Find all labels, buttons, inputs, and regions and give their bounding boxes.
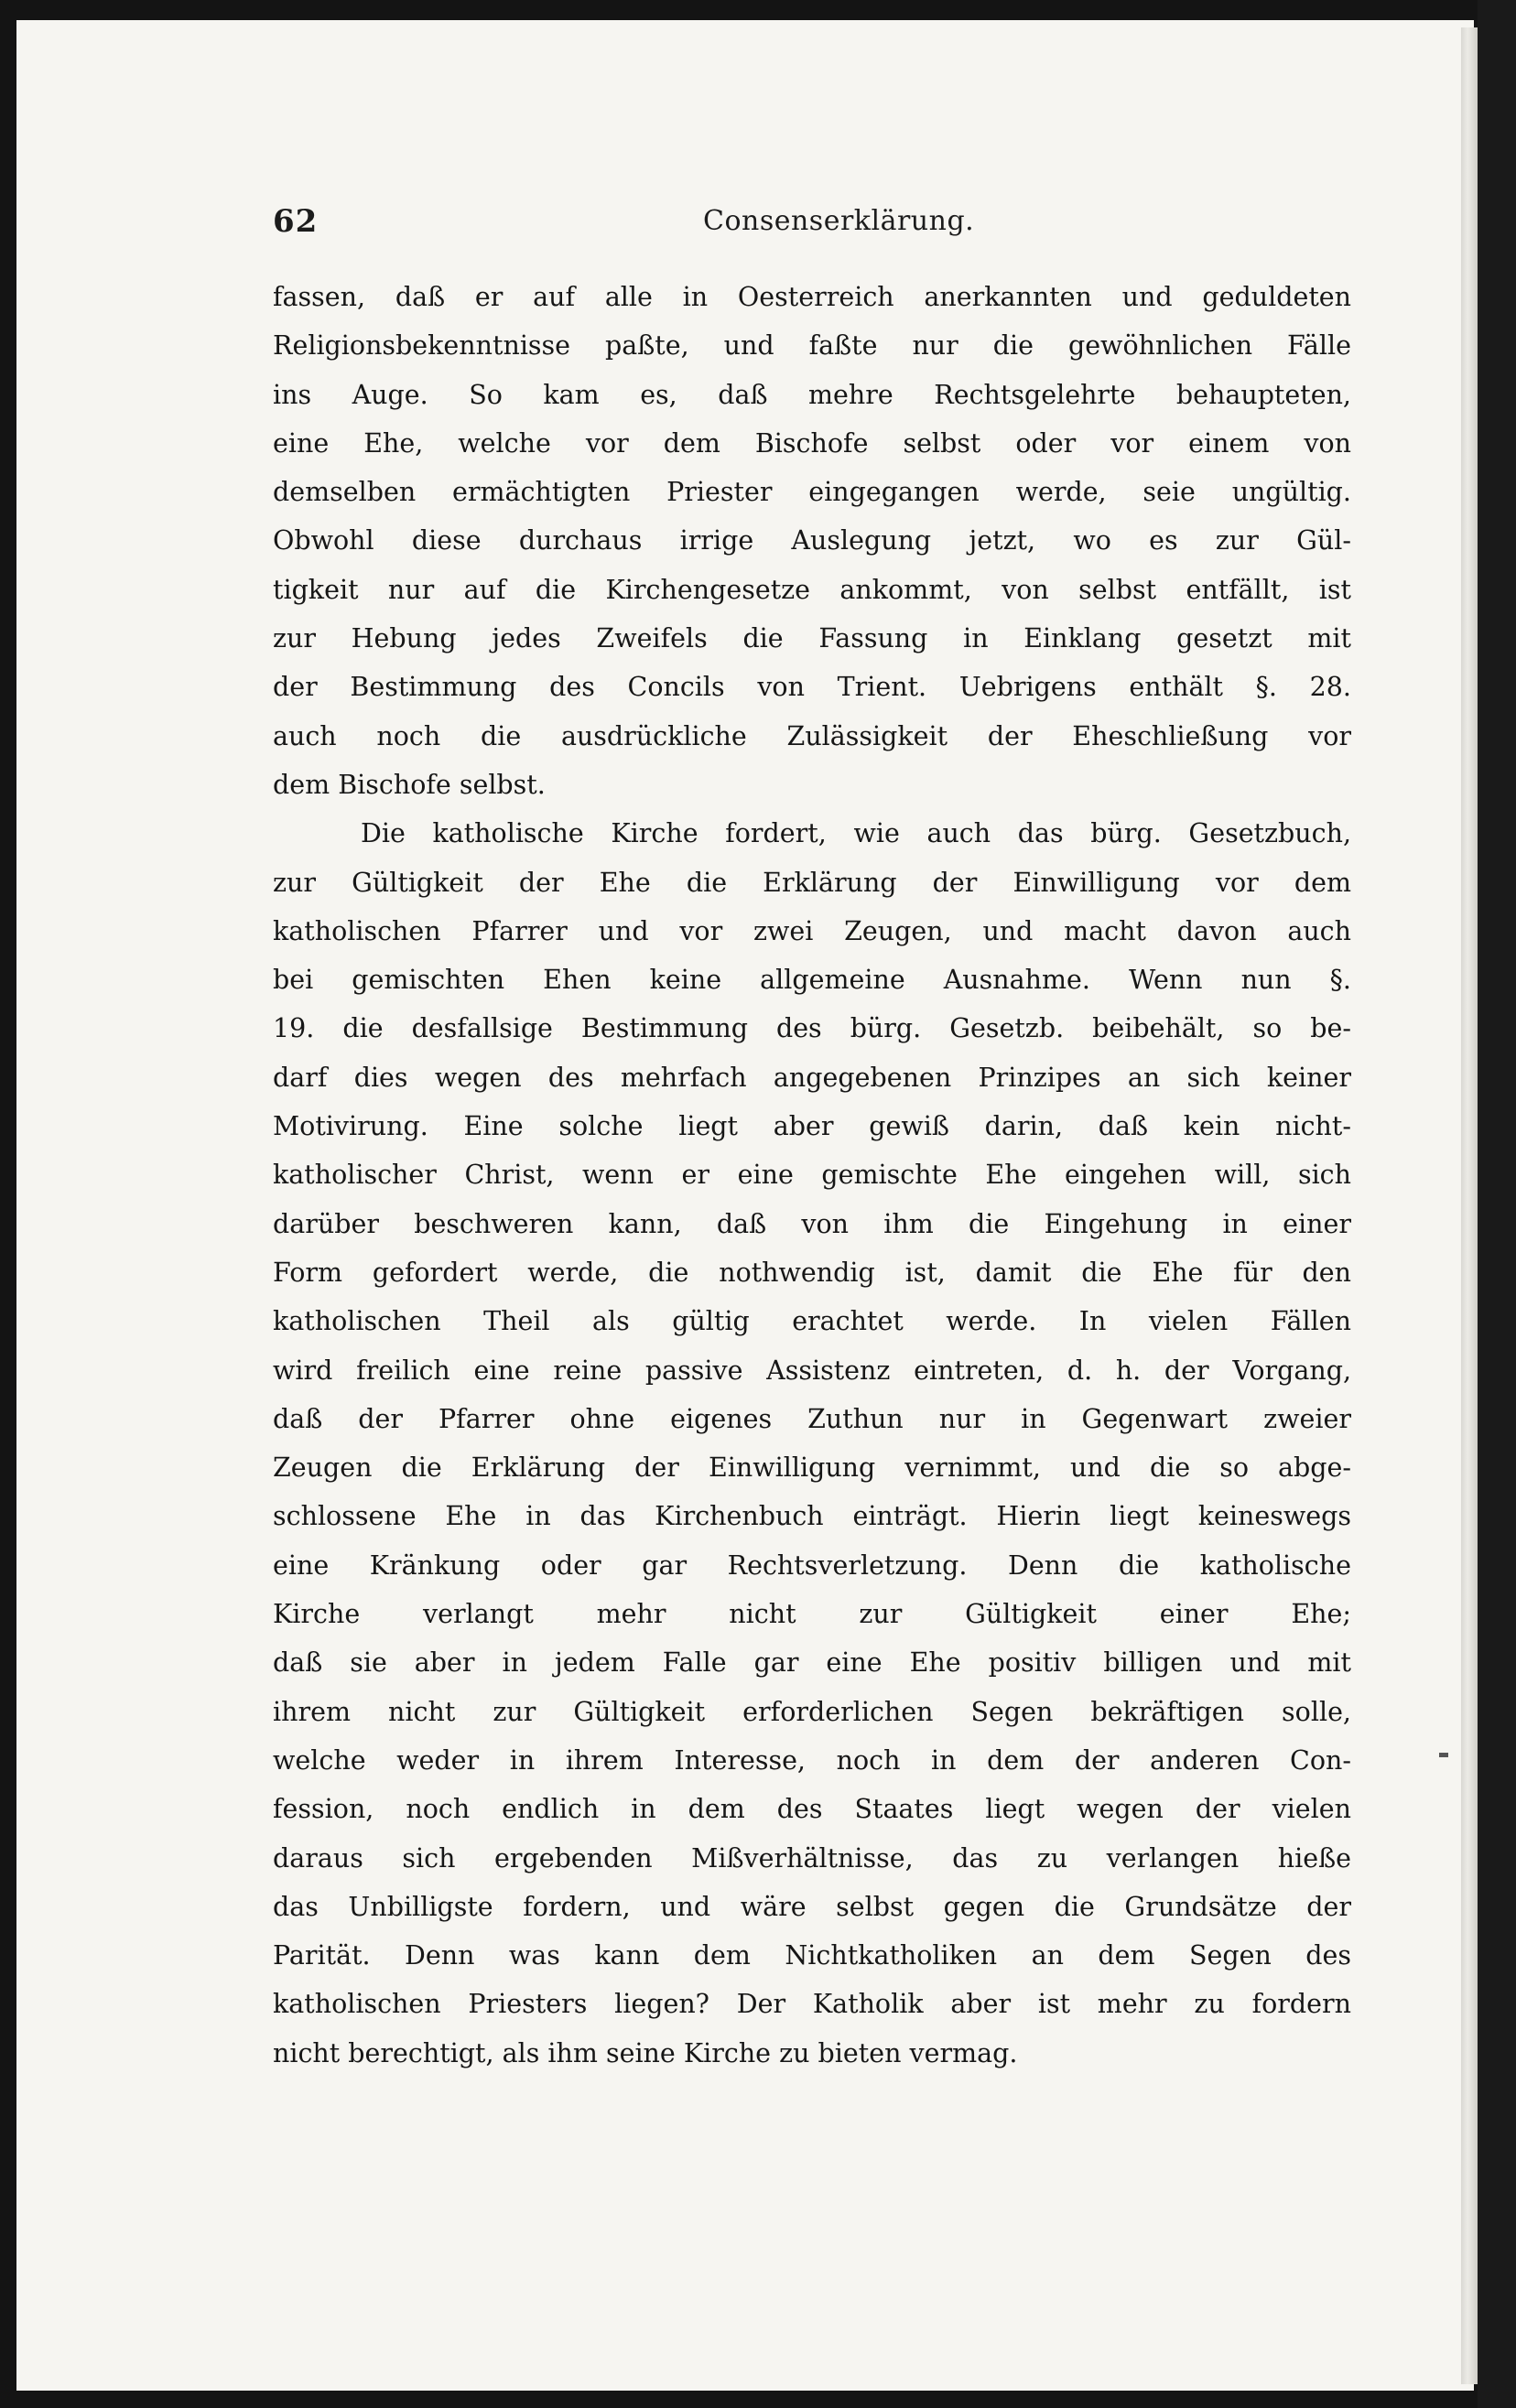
scan-border <box>1478 0 1516 2408</box>
text-line: daß sie aber in jedem Falle gar eine Ehe positiv billigen und mit <box>273 1647 1351 1679</box>
text-line: daß der Pfarrer ohne eigenes Zuthun nur in Gegenwart zweier <box>273 1403 1351 1434</box>
text-line: Form gefordert werde, die nothwendig ist, damit die Ehe für den <box>273 1257 1351 1288</box>
paragraph-start-line: Die katholische Kirche fordert, wie auch das bürg. Gesetzbuch, <box>361 818 1351 849</box>
text-line: eine Kränkung oder gar Rechtsverletzung. Denn die katholische <box>273 1550 1351 1581</box>
margin-mark <box>1439 1753 1448 1757</box>
text-line: auch noch die ausdrückliche Zulässigkeit der Eheschließung vor <box>273 720 1351 751</box>
text-line: Motivirung. Eine solche liegt aber gewiß darin, daß kein nicht- <box>273 1111 1351 1142</box>
text-line: katholischer Christ, wenn er eine gemischte Ehe eingehen will, sich <box>273 1160 1351 1191</box>
text-line: demselben ermächtigten Priester eingegangen werde, seie ungültig. <box>273 477 1351 508</box>
text-line: welche weder in ihrem Interesse, noch in dem der anderen Con- <box>273 1744 1351 1776</box>
text-line: ihrem nicht zur Gültigkeit erforderlichen Segen bekräftigen solle, <box>273 1696 1351 1727</box>
text-line: wird freilich eine reine passive Assistenz eintreten, d. h. der Vorgang, <box>273 1355 1351 1386</box>
text-line: darüber beschweren kann, daß von ihm die Eingehung in einer <box>273 1208 1351 1239</box>
text-line: Religionsbekenntnisse paßte, und faßte nur die gewöhnlichen Fälle <box>273 330 1351 362</box>
text-line: fassen, daß er auf alle in Oesterreich anerkannten und geduldeten <box>273 282 1351 312</box>
text-line: katholischen Theil als gültig erachtet werde. In vielen Fällen <box>273 1306 1351 1337</box>
text-line: katholischen Priesters liegen? Der Katholik aber ist mehr zu fordern <box>273 1989 1351 2020</box>
page-header <box>273 203 1351 249</box>
text-line: tigkeit nur auf die Kirchengesetze ankommt, von selbst entfällt, ist <box>273 574 1351 605</box>
paragraph-end-line: dem Bischofe selbst. <box>273 769 546 800</box>
page-edge <box>1461 27 1478 2384</box>
text-line: schlossene Ehe in das Kirchenbuch einträgt. Hierin liegt keineswegs <box>273 1501 1351 1532</box>
text-line: ins Auge. So kam es, daß mehre Rechtsgelehrte behaupteten, <box>273 379 1351 410</box>
text-line: Parität. Denn was kann dem Nichtkatholiken an dem Segen des <box>273 1940 1351 1971</box>
text-line: Zeugen die Erklärung der Einwilligung vernimmt, und die so abge- <box>273 1452 1351 1484</box>
text-line: Kirche verlangt mehr nicht zur Gültigkeit einer Ehe; <box>273 1599 1351 1630</box>
text-line: zur Gültigkeit der Ehe die Erklärung der Einwilligung vor dem <box>273 867 1351 898</box>
body-text <box>273 273 1351 2078</box>
text-line: darf dies wegen des mehrfach angegebenen Prinzipes an sich keiner <box>273 1062 1351 1093</box>
running-head: Consenserklärung. <box>703 205 975 237</box>
text-line: 19. die desfallsige Bestimmung des bürg. Gesetzb. beibehält, so be- <box>273 1013 1351 1044</box>
page-number: 62 <box>273 203 319 240</box>
text-line: Obwohl diese durchaus irrige Auslegung jetzt, wo es zur Gül- <box>273 525 1351 556</box>
text-line: katholischen Pfarrer und vor zwei Zeugen, und macht davon auch <box>273 915 1351 946</box>
text-line: zur Hebung jedes Zweifels die Fassung in Einklang gesetzt mit <box>273 623 1351 654</box>
text-line: das Unbilligste fordern, und wäre selbst gegen die Grundsätze der <box>273 1891 1351 1922</box>
text-line: fession, noch endlich in dem des Staates liegt wegen der vielen <box>273 1794 1351 1825</box>
text-line: eine Ehe, welche vor dem Bischofe selbst oder vor einem von <box>273 427 1351 459</box>
text-line: daraus sich ergebenden Mißverhältnisse, das zu verlangen hieße <box>273 1842 1351 1873</box>
text-line: der Bestimmung des Concils von Trient. Uebrigens enthält §. 28. <box>273 672 1351 703</box>
paragraph-end-line: nicht berechtigt, als ihm seine Kirche zu bieten vermag. <box>273 2037 1018 2068</box>
text-line: bei gemischten Ehen keine allgemeine Ausnahme. Wenn nun §. <box>273 965 1351 996</box>
